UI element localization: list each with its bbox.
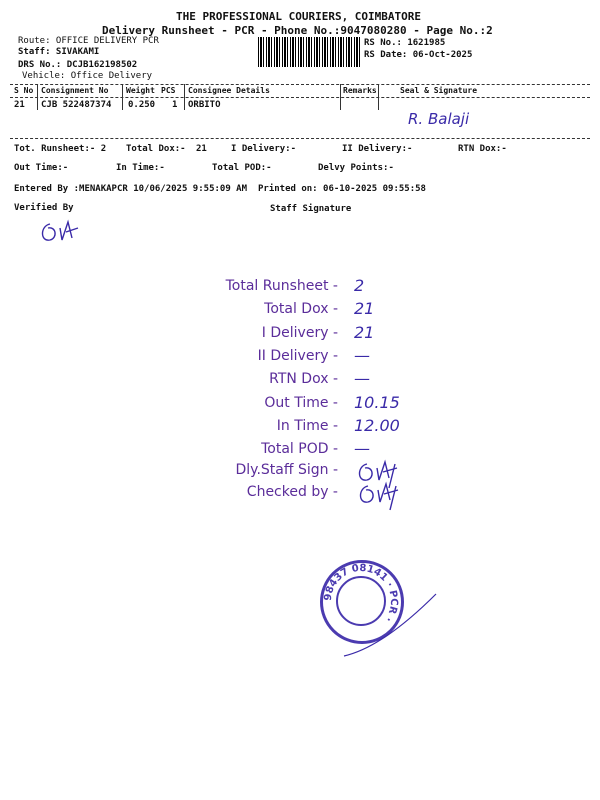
summary-value: 21 — [354, 323, 375, 342]
verifier-signature — [38, 214, 88, 248]
printed-on: Printed on: 06-10-2025 09:55:58 — [258, 184, 426, 194]
stamp-signature-stroke — [340, 590, 440, 660]
summary-label: Total POD - — [261, 441, 338, 457]
recipient-signature: R. Balaji — [408, 110, 470, 128]
company-title: THE PROFESSIONAL COURIERS, COIMBATORE — [176, 10, 422, 23]
header-seal: Seal & Signature — [400, 86, 478, 95]
total-pod: Total POD:- — [212, 163, 272, 173]
rs-date: RS Date: 06-Oct-2025 — [364, 50, 473, 60]
header-pcs: PCS — [161, 86, 176, 95]
summary-label: Total Dox - — [264, 301, 338, 317]
header-remarks: Remarks — [343, 86, 377, 95]
route-label: Route: OFFICE DELIVERY PCR — [18, 36, 159, 46]
summary-value: 10.15 — [354, 393, 400, 412]
header-consignment: Consignment No — [41, 86, 109, 95]
delvy-points: Delvy Points:- — [318, 163, 394, 173]
cell-consignment: CJB 522487374 — [41, 100, 112, 110]
cell-consignee: ORBITO — [188, 100, 221, 110]
entered-by: Entered By :MENAKAPCR 10/06/2025 9:55:09 AM — [14, 184, 247, 194]
in-time: In Time:- — [116, 163, 165, 173]
summary-label: RTN Dox - — [269, 371, 338, 387]
staff-signature-label: Staff Signature — [270, 204, 352, 214]
table-top-rule — [10, 84, 590, 85]
rtn-dox: RTN Dox:- — [458, 144, 507, 154]
summary-signature — [356, 478, 416, 512]
cell-pcs: 1 — [172, 100, 178, 110]
tot-runsheet: Tot. Runsheet:- 2 — [14, 144, 107, 154]
header-sno: S No — [14, 86, 34, 95]
summary-value: — — [354, 439, 370, 458]
summary-label: I Delivery - — [261, 325, 338, 341]
summary-label: II Delivery - — [257, 348, 338, 364]
i-delivery: I Delivery:- — [231, 144, 297, 154]
summary-label: Checked by - — [246, 484, 338, 500]
rs-number: RS No.: 1621985 — [364, 38, 446, 48]
summary-value: — — [354, 369, 370, 388]
summary-label: Out Time - — [264, 395, 338, 411]
summary-label: Total Runsheet - — [225, 278, 338, 294]
table-bottom-rule — [10, 138, 590, 139]
summary-label: Dly.Staff Sign - — [235, 462, 338, 478]
cell-weight: 0.250 — [128, 100, 156, 110]
vehicle-label: Vehicle: Office Delivery — [22, 71, 153, 81]
summary-value: 21 — [354, 299, 375, 318]
summary-label: In Time - — [276, 418, 338, 434]
barcode — [258, 37, 360, 67]
runsheet-subtitle: Delivery Runsheet - PCR - Phone No.:9047080280 - Page No.:2 — [102, 24, 493, 37]
total-dox-value: 21 — [196, 144, 207, 154]
table-header-rule — [10, 97, 590, 98]
total-dox-label: Total Dox:- — [126, 144, 186, 154]
ii-delivery: II Delivery:- — [342, 144, 413, 154]
header-weight: Weight — [126, 86, 155, 95]
cell-sno: 21 — [14, 100, 25, 110]
svg-text:98437 08141 · PCR ·: 98437 08141 · PCR · — [322, 562, 400, 624]
out-time: Out Time:- — [14, 163, 69, 173]
drs-number: DRS No.: DCJB162198502 — [18, 60, 138, 70]
verified-by: Verified By — [14, 203, 74, 213]
summary-value: 2 — [354, 276, 365, 295]
summary-value: 12.00 — [354, 416, 400, 435]
summary-value: — — [354, 346, 370, 365]
header-consignee: Consignee Details — [188, 86, 270, 95]
staff-label: Staff: SIVAKAMI — [18, 47, 100, 57]
